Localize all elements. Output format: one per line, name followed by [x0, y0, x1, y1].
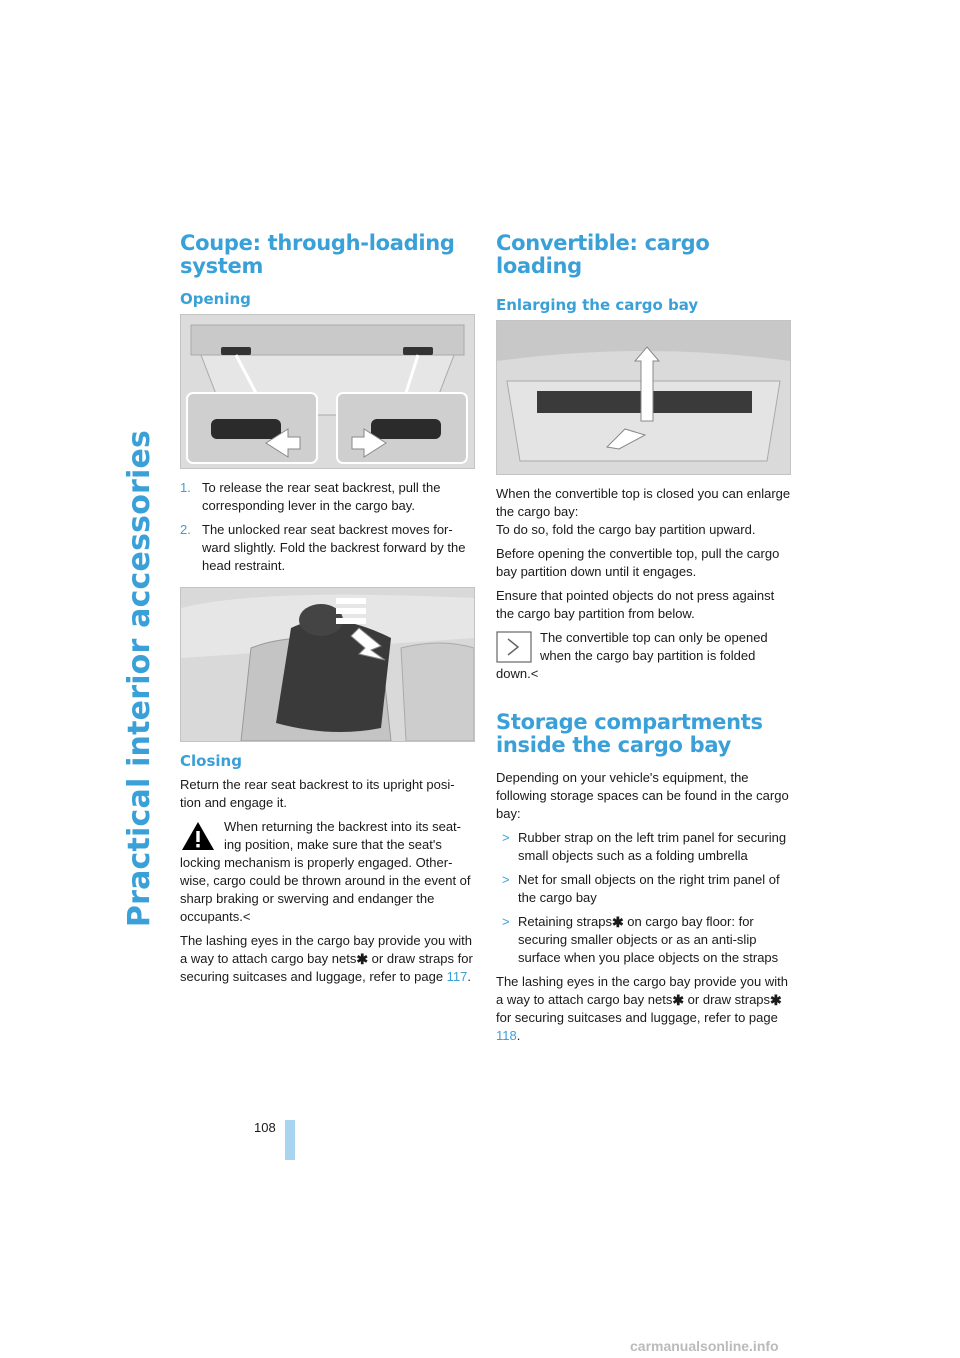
figure-fold-backrest	[180, 587, 475, 742]
list-item	[496, 871, 791, 907]
enlarge-text-1b: To do so, fold the cargo bay partition upward.	[496, 522, 756, 537]
step-text: To release the rear seat backrest, pull the corresponding lever in the cargo bay.	[202, 480, 441, 513]
optional-star-icon: ✱	[672, 992, 685, 1008]
page-link-118[interactable]: 118	[496, 1028, 517, 1043]
lashing-text-a: The lashing eyes in the cargo bay provide you with a way to attach cargo bay nets	[496, 974, 788, 1007]
figure-release-levers	[180, 314, 475, 469]
opening-steps	[180, 479, 475, 575]
bullet-mark: >	[502, 872, 510, 887]
list-item	[496, 913, 791, 967]
closing-text: Return the rear seat backrest to its upright posi-tion and engage it.	[180, 777, 455, 810]
warning-text: When returning the backrest into its seat-ing position, make sure that the seat's locking mechanism is properly engaged. Other-wise, cargo could be thrown around in the event of sharp braking or swerving and endanger the occupants.	[180, 819, 471, 924]
page-tab-bar	[285, 1120, 295, 1160]
lashing-text-b: or draw straps for securing suitcases and luggage, refer to page	[180, 951, 473, 984]
optional-star-icon: ✱	[770, 992, 782, 1008]
list-item-text-a: Retaining straps	[518, 914, 612, 929]
list-item-text: Rubber strap on the left trim panel for securing small objects such as a folding umbrella	[518, 830, 787, 863]
list-item-text-b: on cargo bay floor: for securing smaller objects or as an anti-slip surface when you place objects on the straps	[518, 914, 779, 965]
footer-watermark: carmanualsonline.info	[630, 1338, 779, 1354]
step-2	[180, 521, 475, 575]
info-note-text: The convertible top can only be opened when the cargo bay partition is folded down.	[496, 630, 768, 681]
step-number: 1.	[180, 480, 191, 495]
warning-note	[180, 818, 475, 926]
page-number: 108	[254, 1120, 276, 1135]
step-text: The unlocked rear seat backrest moves for-ward slightly. Fold the backrest forward by the head restraint.	[202, 522, 466, 573]
coupe-heading: Coupe: through-loading system	[180, 231, 455, 278]
left-column	[180, 228, 475, 992]
step-1	[180, 479, 475, 515]
lashing-text-a: The lashing eyes in the cargo bay provide you with a way to attach cargo bay nets	[180, 933, 472, 966]
end-mark: <	[530, 666, 539, 681]
closing-heading: Closing	[180, 752, 242, 770]
enlarge-text-2: Before opening the convertible top, pull the cargo bay partition down until it engages.	[496, 546, 780, 579]
storage-text: Depending on your vehicle's equipment, the following storage spaces can be found in the cargo bay:	[496, 770, 789, 821]
side-title-text: Practical interior accessories	[122, 429, 158, 927]
list-item	[496, 829, 791, 865]
step-number: 2.	[180, 522, 191, 537]
period: .	[467, 969, 472, 984]
lashing-eyes-text	[180, 932, 475, 986]
bullet-mark: >	[502, 830, 510, 845]
optional-star-icon: ✱	[611, 914, 624, 930]
lashing-text-c: for securing suitcases and luggage, refer to page	[496, 1010, 778, 1025]
opening-heading: Opening	[180, 290, 251, 308]
enlarge-text-1	[496, 485, 791, 539]
lashing-text-b: or draw straps	[684, 992, 771, 1007]
enlarge-text-3: Ensure that pointed objects do not press against the cargo bay partition from below.	[496, 588, 775, 621]
lashing-eyes-text-right	[496, 973, 791, 1045]
storage-heading: Storage compartments inside the cargo bay	[496, 710, 763, 757]
bullet-mark: >	[502, 914, 510, 929]
page-link-117[interactable]: 117	[446, 969, 468, 984]
figure-cargo-partition	[496, 320, 791, 475]
enlarge-text-1a: When the convertible top is closed you can enlarge the cargo bay:	[496, 486, 791, 519]
section-side-title	[118, 228, 162, 1128]
period: .	[516, 1028, 521, 1043]
storage-list	[496, 829, 791, 967]
end-mark: <	[242, 909, 251, 924]
enlarge-heading: Enlarging the cargo bay	[496, 296, 699, 314]
optional-star-icon: ✱	[356, 951, 369, 967]
info-note	[496, 629, 791, 683]
warning-triangle-icon	[180, 820, 216, 852]
list-item-text: Net for small objects on the right trim panel of the cargo bay	[518, 872, 780, 905]
right-column	[496, 228, 791, 1051]
convertible-heading: Convertible: cargo loading	[496, 231, 710, 278]
note-arrow-icon	[496, 631, 532, 663]
